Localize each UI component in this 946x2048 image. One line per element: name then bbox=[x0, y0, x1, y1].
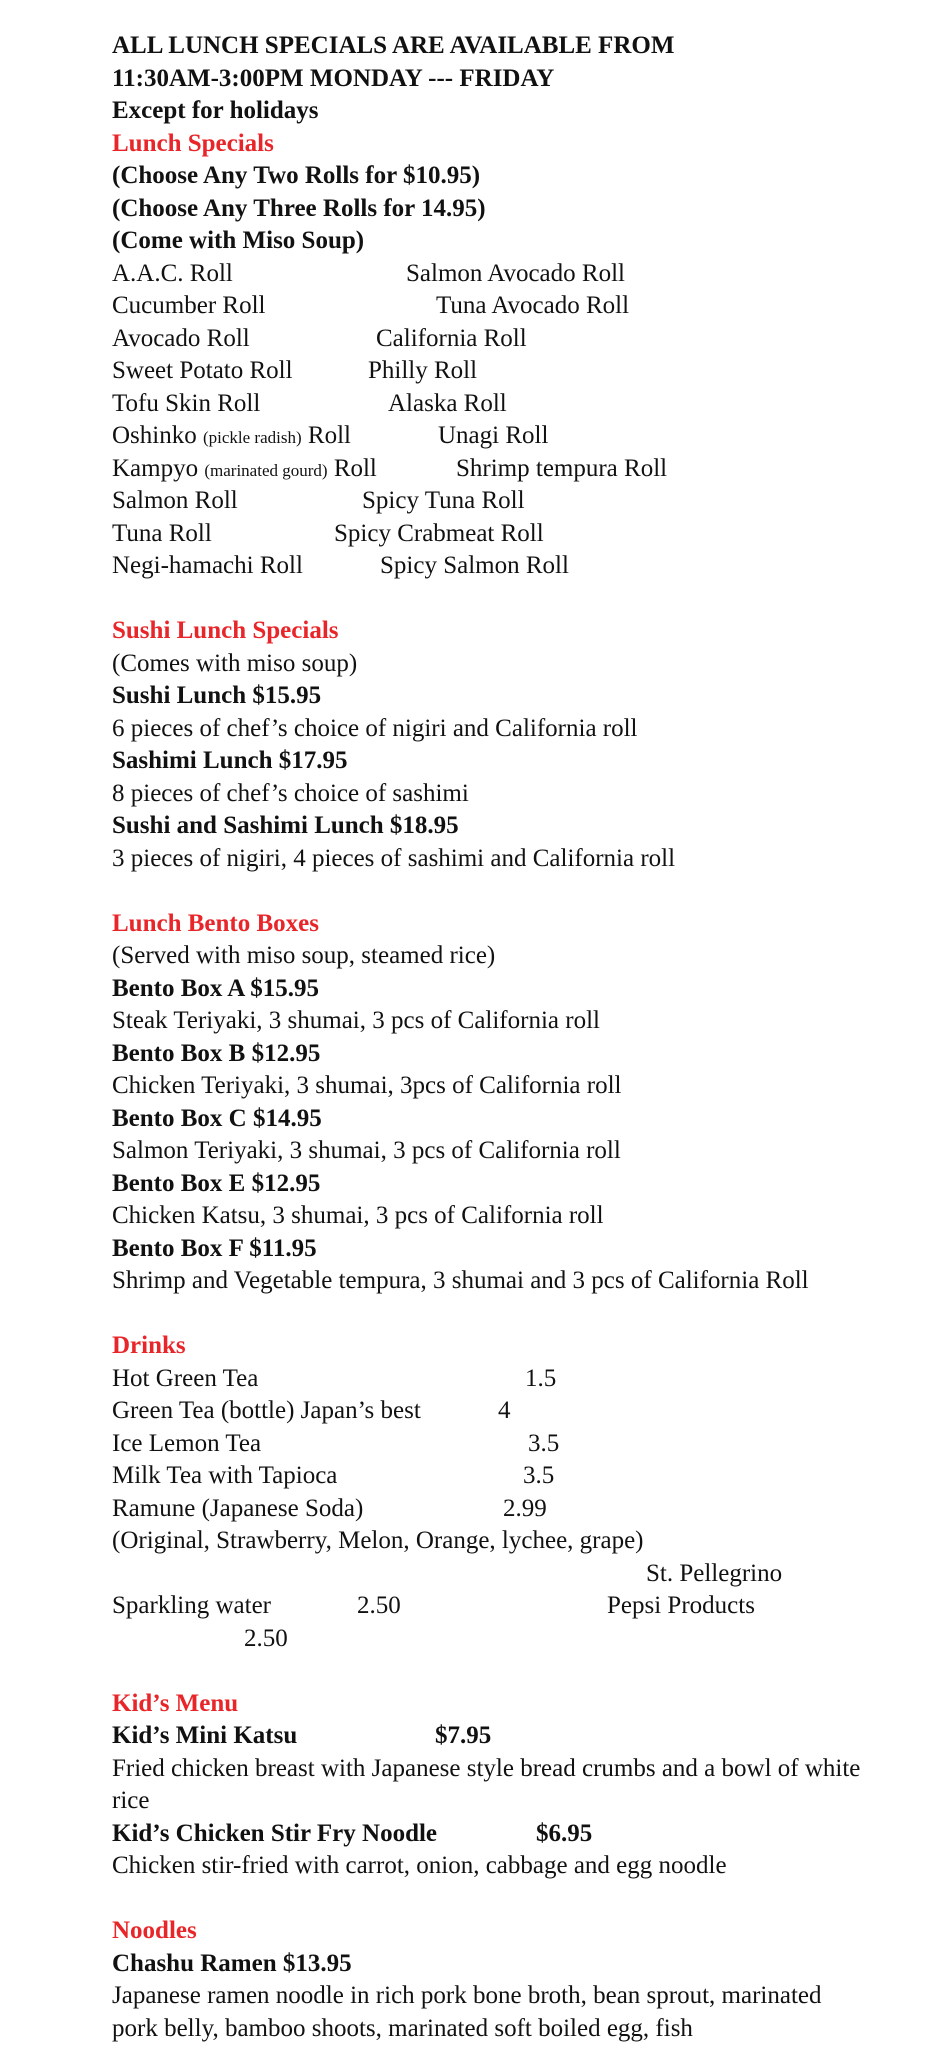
header-line-3: Except for holidays bbox=[112, 97, 319, 124]
drink-row bbox=[112, 1363, 942, 1396]
drink-row bbox=[112, 1623, 942, 1656]
drink-row bbox=[112, 1395, 942, 1428]
drink-name: Hot Green Tea bbox=[112, 1364, 259, 1392]
roll-item bbox=[112, 455, 377, 482]
drink-name: Pepsi Products bbox=[607, 1592, 755, 1619]
menu-item-name: Kid’s Chicken Stir Fry Noodle bbox=[112, 1819, 438, 1847]
section-title-sushi-lunch: Sushi Lunch Specials bbox=[112, 617, 339, 644]
drink-row bbox=[112, 1428, 942, 1461]
menu-item-desc: Japanese ramen noodle in rich pork bone broth, bean sprout, marinated pork belly, bamboo shoots, marinated soft boiled egg, fish bbox=[112, 1982, 822, 2042]
menu-item-desc: Salmon Teriyaki, 3 shumai, 3 pcs of California roll bbox=[112, 1137, 621, 1164]
spacer bbox=[112, 875, 942, 908]
drink-price: 3.5 bbox=[528, 1429, 560, 1457]
menu-item-name: Sushi Lunch $15.95 bbox=[112, 682, 322, 709]
roll-note: (pickle radish) bbox=[202, 428, 302, 447]
menu-item-desc: Shrimp and Vegetable tempura, 3 shumai and 3 pcs of California Roll bbox=[112, 1267, 809, 1294]
roll-item: Spicy Tuna Roll bbox=[362, 487, 525, 514]
roll-row bbox=[112, 290, 942, 323]
drink-name: Milk Tea with Tapioca bbox=[112, 1462, 338, 1489]
roll-item: Alaska Roll bbox=[388, 389, 507, 417]
header-line-2: 11:30AM-3:00PM MONDAY --- FRIDAY bbox=[112, 64, 555, 92]
drink-price: 2.50 bbox=[357, 1592, 401, 1619]
menu-item-name: Chashu Ramen $13.95 bbox=[112, 1949, 352, 1977]
roll-row bbox=[112, 453, 942, 486]
drink-name: St. Pellegrino bbox=[646, 1559, 783, 1587]
drink-price: 2.99 bbox=[503, 1494, 547, 1522]
roll-item: Sweet Potato Roll bbox=[112, 357, 293, 384]
drink-row bbox=[112, 1558, 942, 1591]
menu-page bbox=[112, 30, 942, 2045]
roll-name: Oshinko bbox=[112, 422, 197, 449]
lunch-note: (Choose Any Two Rolls for $10.95) bbox=[112, 162, 481, 189]
roll-item: Tofu Skin Roll bbox=[112, 389, 261, 417]
drink-price: 3.5 bbox=[523, 1462, 555, 1489]
menu-item-desc: Chicken stir-fried with carrot, onion, cabbage and egg noodle bbox=[112, 1852, 727, 1879]
menu-item-name: Bento Box B $12.95 bbox=[112, 1039, 321, 1067]
roll-note: (marinated gourd) bbox=[204, 460, 328, 480]
roll-row bbox=[112, 550, 942, 583]
drink-price: 4 bbox=[498, 1397, 511, 1424]
roll-row bbox=[112, 258, 942, 291]
section-title-drinks: Drinks bbox=[112, 1332, 186, 1359]
roll-item: Spicy Crabmeat Roll bbox=[334, 519, 544, 547]
menu-item-desc: Steak Teriyaki, 3 shumai, 3 pcs of California roll bbox=[112, 1007, 600, 1034]
section-title-lunch-specials: Lunch Specials bbox=[112, 129, 274, 157]
header-line-1: ALL LUNCH SPECIALS ARE AVAILABLE FROM bbox=[112, 32, 675, 59]
menu-item-price: $7.95 bbox=[435, 1722, 492, 1749]
roll-item: A.A.C. Roll bbox=[112, 259, 233, 287]
roll-item: Salmon Avocado Roll bbox=[406, 259, 625, 287]
drink-price: 2.50 bbox=[244, 1624, 288, 1652]
menu-item-name: Kid’s Mini Katsu bbox=[112, 1722, 298, 1749]
spacer bbox=[112, 1655, 942, 1688]
roll-row bbox=[112, 485, 942, 518]
kids-item-row bbox=[112, 1818, 942, 1851]
roll-item: Philly Roll bbox=[368, 357, 478, 384]
menu-item-price: $6.95 bbox=[536, 1819, 593, 1847]
roll-row bbox=[112, 420, 942, 453]
drink-row bbox=[112, 1460, 942, 1493]
roll-row bbox=[112, 518, 942, 551]
roll-suffix: Roll bbox=[333, 454, 377, 482]
spacer bbox=[112, 1298, 942, 1331]
menu-item-desc: 6 pieces of chef’s choice of nigiri and California roll bbox=[112, 714, 638, 742]
drink-name: Ice Lemon Tea bbox=[112, 1429, 262, 1457]
spacer bbox=[112, 583, 942, 616]
roll-row bbox=[112, 388, 942, 421]
menu-item-name: Sushi and Sashimi Lunch $18.95 bbox=[112, 812, 459, 839]
roll-item: Shrimp tempura Roll bbox=[456, 454, 668, 482]
drink-row bbox=[112, 1590, 942, 1623]
spacer bbox=[112, 1883, 942, 1916]
drink-name: Sparkling water bbox=[112, 1592, 271, 1619]
roll-row bbox=[112, 355, 942, 388]
drink-price: 1.5 bbox=[525, 1364, 557, 1392]
roll-item bbox=[112, 422, 351, 449]
menu-item-name: Bento Box F $11.95 bbox=[112, 1234, 317, 1262]
roll-item: California Roll bbox=[376, 324, 527, 352]
roll-item: Cucumber Roll bbox=[112, 292, 266, 319]
drink-flavors: (Original, Strawberry, Melon, Orange, lychee, grape) bbox=[112, 1527, 644, 1554]
section-title-bento: Lunch Bento Boxes bbox=[112, 909, 319, 937]
section-title-kids: Kid’s Menu bbox=[112, 1689, 239, 1717]
bento-note: (Served with miso soup, steamed rice) bbox=[112, 942, 496, 969]
lunch-note: (Choose Any Three Rolls for 14.95) bbox=[112, 194, 486, 222]
menu-item-desc: 8 pieces of chef’s choice of sashimi bbox=[112, 779, 469, 807]
sushi-note: (Comes with miso soup) bbox=[112, 649, 358, 677]
roll-row bbox=[112, 323, 942, 356]
kids-item-row bbox=[112, 1720, 942, 1753]
menu-item-desc: 3 pieces of nigiri, 4 pieces of sashimi and California roll bbox=[112, 844, 676, 872]
roll-name: Kampyo bbox=[112, 454, 199, 482]
roll-item: Salmon Roll bbox=[112, 487, 238, 514]
roll-item: Tuna Avocado Roll bbox=[436, 292, 630, 319]
menu-item-name: Bento Box E $12.95 bbox=[112, 1169, 321, 1197]
roll-item: Unagi Roll bbox=[438, 422, 549, 449]
roll-item: Avocado Roll bbox=[112, 324, 250, 352]
menu-item-desc: Fried chicken breast with Japanese style bread crumbs and a bowl of white rice bbox=[112, 1754, 861, 1814]
menu-item-name: Bento Box A $15.95 bbox=[112, 974, 319, 1002]
roll-item: Tuna Roll bbox=[112, 519, 212, 547]
roll-item: Negi-hamachi Roll bbox=[112, 552, 303, 579]
lunch-note: (Come with Miso Soup) bbox=[112, 227, 365, 254]
menu-item-name: Sashimi Lunch $17.95 bbox=[112, 747, 348, 774]
drink-name: Ramune (Japanese Soda) bbox=[112, 1494, 364, 1522]
drink-name: Green Tea (bottle) Japan’s best bbox=[112, 1397, 421, 1424]
menu-item-desc: Chicken Teriyaki, 3 shumai, 3pcs of California roll bbox=[112, 1072, 622, 1099]
menu-item-name: Bento Box C $14.95 bbox=[112, 1104, 322, 1132]
roll-suffix: Roll bbox=[307, 422, 351, 449]
drink-row bbox=[112, 1493, 942, 1526]
section-title-noodles: Noodles bbox=[112, 1917, 197, 1944]
menu-item-desc: Chicken Katsu, 3 shumai, 3 pcs of California roll bbox=[112, 1202, 604, 1229]
roll-item: Spicy Salmon Roll bbox=[380, 552, 569, 579]
